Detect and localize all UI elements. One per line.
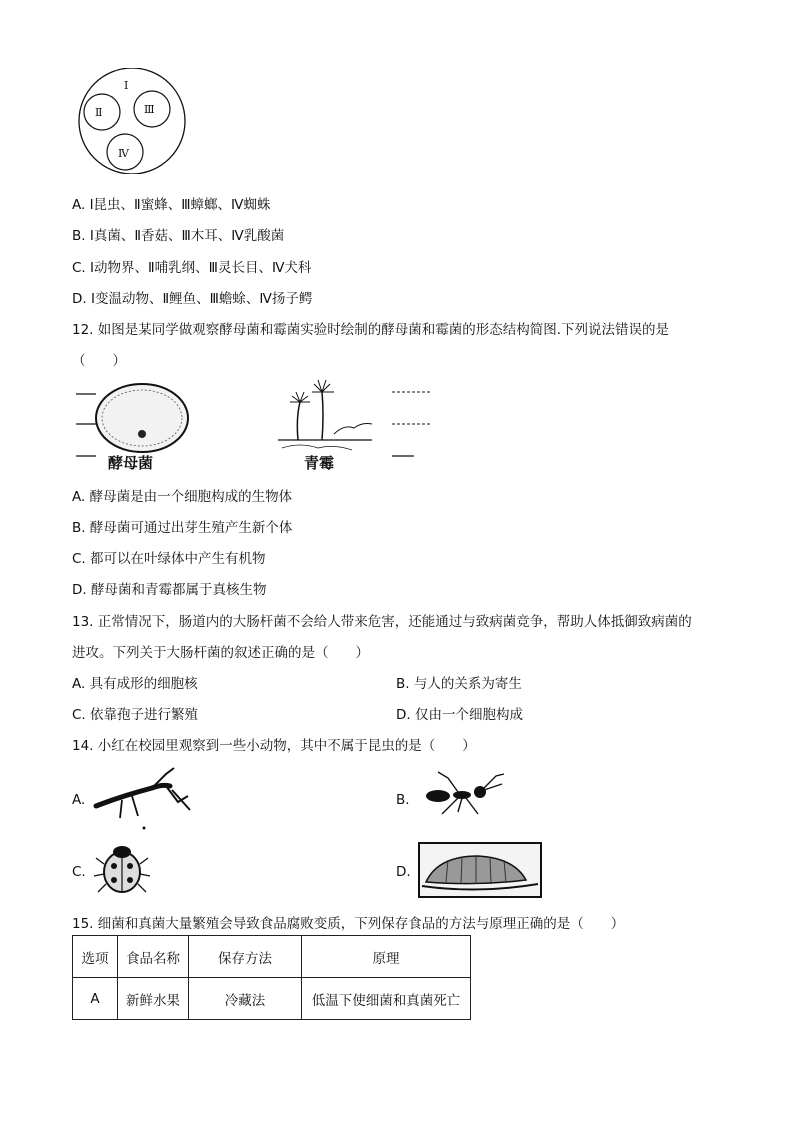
q14-option-d-letter: D. (396, 864, 411, 880)
yeast-label: 酵母菌 (108, 454, 154, 472)
q13-stem: 13. 正常情况下，肠道内的大肠杆菌不会给人带来危害，还能通过与致病菌竞争，帮助人体抵御致病菌的 (72, 614, 692, 630)
q12-stem-paren: （ ） (72, 353, 126, 369)
q13-option-b: B. 与人的关系为寄生 (396, 676, 522, 692)
q12-option-d: D. 酵母菌和青霉都属于真核生物 (72, 582, 267, 598)
cell-principle: 低温下使细菌和真菌死亡 (302, 978, 471, 1020)
q14-stem: 14. 小红在校园里观察到一些小动物，其中不属于昆虫的是（ ） (72, 738, 476, 754)
q15-stem: 15. 细菌和真菌大量繁殖会导致食品腐败变质，下列保存食品的方法与原理正确的是（ ） (72, 916, 625, 932)
venn-label-1: Ⅰ (124, 79, 129, 92)
cell-option: A (73, 978, 118, 1020)
header-method: 保存方法 (189, 936, 302, 978)
q13-option-d: D. 仅由一个细胞构成 (396, 707, 523, 723)
q12-option-a: A. 酵母菌是由一个细胞构成的生物体 (72, 489, 293, 505)
table-row (73, 978, 471, 1020)
ladybug-image (92, 838, 152, 900)
venn-diagram (76, 68, 188, 174)
q11-option-c: C. Ⅰ动物界、Ⅱ哺乳纲、Ⅲ灵长目、Ⅳ犬科 (72, 260, 312, 276)
venn-label-3: Ⅲ (144, 103, 155, 116)
ant-image (418, 770, 510, 816)
q12-stem: 12. 如图是某同学做观察酵母菌和霉菌实验时绘制的酵母菌和霉菌的形态结构简图.下列说法错误的是 (72, 322, 670, 338)
cell-method: 冷藏法 (189, 978, 302, 1020)
header-food-name: 食品名称 (118, 936, 189, 978)
food-preservation-table (72, 935, 471, 1020)
q13-option-c: C. 依靠孢子进行繁殖 (72, 707, 199, 723)
pillbug-image (418, 842, 542, 898)
q12-option-b: B. 酵母菌可通过出芽生殖产生新个体 (72, 520, 293, 536)
mold-label: 青霉 (304, 454, 335, 472)
venn-label-2: Ⅱ (95, 106, 103, 119)
q11-option-b: B. Ⅰ真菌、Ⅱ香菇、Ⅲ木耳、Ⅳ乳酸菌 (72, 228, 285, 244)
header-option: 选项 (73, 936, 118, 978)
yeast-mold-figure (72, 378, 432, 473)
q13-option-a: A. 具有成形的细胞核 (72, 676, 198, 692)
q13-stem-line2: 进攻。下列关于大肠杆菌的叙述正确的是（ ） (72, 645, 369, 661)
mantis-image (92, 766, 202, 832)
q14-option-b-letter: B. (396, 792, 410, 808)
table-header-row (73, 936, 471, 978)
q14-option-a-letter: A. (72, 792, 86, 808)
q14-option-c-letter: C. (72, 864, 86, 880)
q11-option-a: A. Ⅰ昆虫、Ⅱ蜜蜂、Ⅲ蟑螂、Ⅳ蜘蛛 (72, 197, 271, 213)
q11-option-d: D. Ⅰ变温动物、Ⅱ鲤鱼、Ⅲ蟾蜍、Ⅳ扬子鳄 (72, 291, 313, 307)
venn-label-4: Ⅳ (118, 147, 129, 160)
q12-option-c: C. 都可以在叶绿体中产生有机物 (72, 551, 266, 567)
header-principle: 原理 (302, 936, 471, 978)
cell-food-name: 新鲜水果 (118, 978, 189, 1020)
